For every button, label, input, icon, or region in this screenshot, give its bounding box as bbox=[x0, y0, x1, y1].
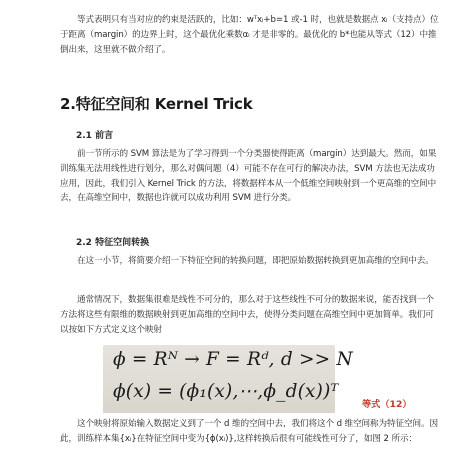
section-title: 2.特征空间和 Kernel Trick bbox=[60, 95, 253, 113]
feature-space-paragraph-2: 通常情况下，数据集很难是线性不可分的，那么对于这些线性不可分的数据来说，能否找到一个方法将这些有限维的数据映射到更加高维的空间中去，使得分类问题在高维空间中更加简单。我们可以按如下方式定义这个映射 bbox=[60, 295, 434, 335]
formula-line-1: ϕ = Rᴺ → F = Rᵈ, d >> N bbox=[113, 349, 353, 370]
formula-line-2: ϕ(x) = (ϕ₁(x),⋯,ϕ_d(x))ᵀ bbox=[113, 381, 339, 402]
equation-label: 等式（12） bbox=[362, 399, 412, 410]
mapping-formula-image bbox=[103, 345, 353, 413]
intro-paragraph: 等式表明只有当对应的约束是活跃的，比如：wᵀxᵢ+b=1 或-1 时，也就是数据点 xᵢ（支持点）位于距离（margin）的边界上时，这个最优化乘数αᵢ 才是非零的。最优化的 b*也能从等式（12）中推倒出来，这里就不做介绍了。 bbox=[60, 15, 439, 55]
closing-paragraph: 这个映射将原始输入数据定义到了一个 d 维的空间中去，我们将这个 d 维空间称为特征空间。因此，训练样本集{xᵢ}在特征空间中变为{ϕ(xᵢ)},这样转换后很有可能线性可分了，如图 2 所示： bbox=[60, 419, 438, 444]
feature-space-paragraph-1: 在这一小节，将简要介绍一下特征空间的转换问题，即把原始数据转换到更加高维的空间中去。 bbox=[77, 256, 434, 266]
subsection-title-feature-space: 2.2 特征空间转换 bbox=[76, 238, 150, 248]
preface-paragraph: 前一节所示的 SVM 算法是为了学习得到一个分类器使得距离（margin）达到最大。然而，如果训练集无法用线性进行划分，那么对偶问题（4）可能不存在可行的解决办法，SVM 方法也无法成功应用，因此，我们引入 Kernel Trick 的方法，将数据样本从一个低维空间映射到一个更高维的空间中去，在高维空间中，数据也许就可以成功利用 SVM 进行分类。 bbox=[60, 149, 437, 204]
subsection-title-preface: 2.1 前言 bbox=[76, 131, 114, 141]
